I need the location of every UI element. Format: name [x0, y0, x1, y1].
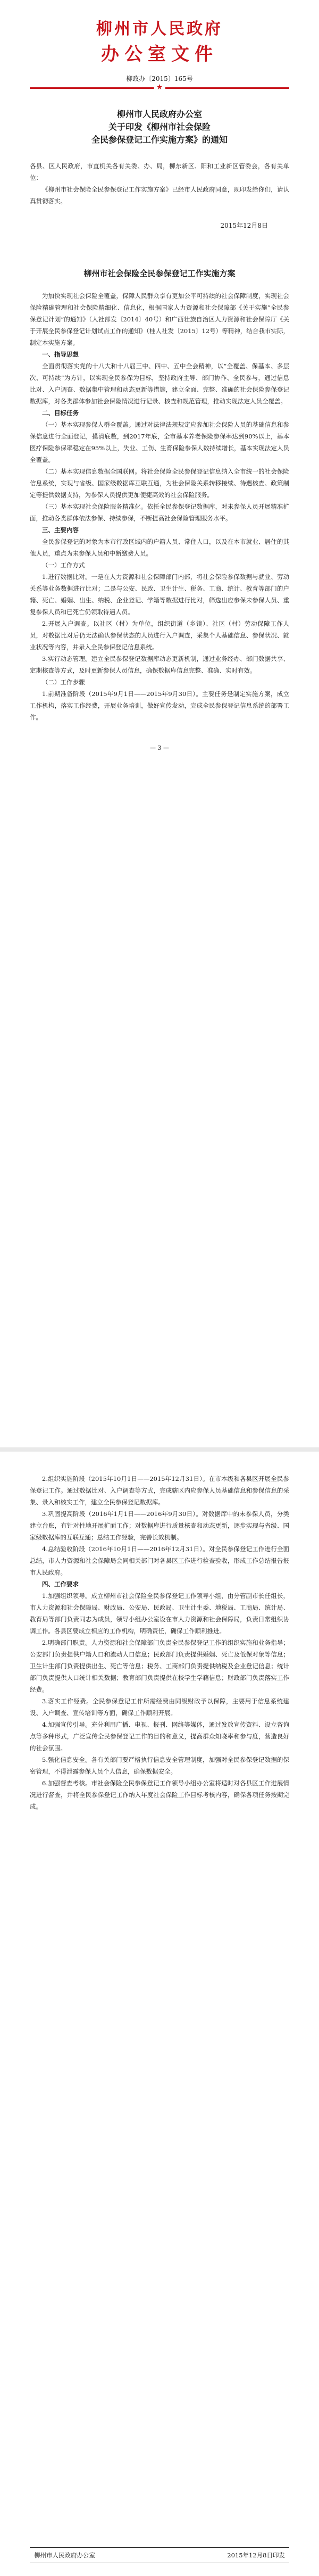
section-item: （三）基本实现社会保险服务精准化。依托全民参保登记数据库，对未参保人员开展精准扩面，推动各类群体依法参保、持续参保，不断提高社会保险管理服务水平。 — [30, 503, 289, 522]
section-item: 4.加强宣传引导。充分利用广播、电视、报刊、网络等媒体，通过发放宣传资料、设立咨询点等多种形式，广泛宣传全民参保登记工作的目的和意义，提高群众知晓率和参与度，营造良好的社会氛围。 — [30, 1721, 289, 1752]
plan-intro: 为加快实现社会保险全覆盖，保障人民群众享有更加公平可持续的社会保障制度，实现社会保险精确管理和社会保险精细化、信息化，根据国家人力资源和社会保障部《关于实施“全民参保登记计划”的通知》（人社部发〔2014〕40号）和广西壮族自治区人力资源和社会保障厅《关于开展全民参保登记计划试点工作的通知》（桂人社发〔2015〕12号）等精神，结合我市实际，制定本实施方案。 — [30, 292, 289, 346]
page-separator — [0, 1447, 319, 1452]
page-number: — 3 — — [150, 744, 169, 751]
notice-title-line: 全民参保登记工作实施方案》的通知 — [91, 135, 228, 145]
issuing-organization: 柳州市人民政府 — [96, 20, 223, 38]
subsection-heading: （二）工作步骤 — [42, 678, 85, 686]
star-icon: ★ — [154, 83, 165, 92]
colophon-row — [30, 2548, 289, 2563]
document-number: 柳政办〔2015〕165号 — [126, 75, 193, 82]
section-item: 5.强化信息安全。各有关部门要严格执行信息安全管理制度，加强对全民参保登记数据的保密管理，不得泄露参保人员个人信息，确保数据安全。 — [30, 1756, 289, 1775]
section-item: 2.开展入户调查。以社区（村）为单位，组织街道（乡镇）、社区（村）劳动保障工作人员，对数据比对后仍无法确认参保状态的人员进行入户调查，采集个人基础信息、参保状况、就业状况等内容，并录入全民参保登记信息系统。 — [30, 620, 289, 651]
section-item: 6.加强督查考核。市社会保险全民参保登记工作领导小组办公室将适时对各县区工作进展情况进行督查，并将全民参保登记工作纳入年度社会保险工作目标考核内容，确保各项任务按期完成。 — [30, 1779, 289, 1810]
red-header-rule — [30, 83, 289, 92]
section-item: 1.前期准备阶段（2015年9月1日——2015年9月30日）。主要任务是制定实施方案，成立工作机构，落实工作经费，开展业务培训，做好宣传发动，完成全民参保登记信息系统的部署工作。 — [30, 690, 289, 721]
subsection-heading: （一）工作方式 — [42, 561, 85, 569]
section-item: 1.加强组织领导。成立柳州市社会保险全民参保登记工作领导小组，由分管副市长任组长，市人力资源和社会保障局、财政局、公安局、民政局、卫生计生委、地税局、工商局、统计局、教育局等部门负责同志为成员，领导小组办公室设在市人力资源和社会保障局，负责日常组织协调工作。各县区要成立相应的工作机构，明确责任，确保工作顺利推进。 — [30, 1592, 289, 1635]
notice-date: 2015年12月8日 — [220, 222, 268, 229]
section-heading: 二、目标任务 — [42, 409, 79, 417]
section-item: 3.落实工作经费。全民参保登记工作所需经费由同级财政予以保障，主要用于信息系统建设、入户调查、宣传培训等方面，确保工作顺利开展。 — [30, 1697, 289, 1717]
section-item: （二）基本实现信息数据全国联网。将社会保险全民参保登记信息纳入全市统一的社会保险信息系统，实现与省级、国家级数据库互联互通，为社会保险关系转移接续、待遇核查、政策制定等提供数据支持，为参保人员提供更加便捷高效的社会保险服务。 — [30, 468, 289, 499]
section-heading: 一、指导思想 — [42, 351, 79, 358]
section-item: 3.巩固提高阶段（2016年1月1日——2016年9月30日）。对数据库中的未参保人员，分类建立台账，有针对性地开展扩面工作；对数据库进行质量核查和动态更新，逐步实现与省级、国家级数据库的互联互通；总结工作经验，完善长效机制。 — [30, 1510, 289, 1541]
section-item: 3.实行动态管理。建立全民参保登记数据库动态更新机制，通过业务经办、部门数据共享、定期核查等方式，及时更新参保人员信息，确保数据库信息完整、准确、实时有效。 — [30, 655, 289, 674]
section-body: 全面贯彻落实党的十八大和十八届三中、四中、五中全会精神，以“全覆盖、保基本、多层次、可持续”为方针，以实现全民参保为目标，坚持政府主导、部门协作、全民参与，通过信息比对、入户调查、数据集中管理和动态更新等措施，建立全面、完整、准确的社会保险参保登记数据库，对各类群体参加社会保险情况进行记录、核查和规范管理，推动实现法定人员全覆盖。 — [30, 362, 289, 405]
notice-title-line: 关于印发《柳州市社会保险 — [108, 122, 211, 132]
notice-addressee: 各县、区人民政府，市直机关各有关委、办、局，柳东新区、阳和工业新区管委会，各有关单位： — [30, 162, 289, 181]
notice-title-line: 柳州市人民政府办公室 — [116, 109, 202, 119]
section-item: （一）基本实现参保人群全覆盖。通过对法律法规规定应参加社会保险人员的基础信息和参保信息进行全面登记，摸清底数，到2017年底，全市基本养老保险参保率达到90%以上，基本医疗保险参保率稳定在95%以上，失业、工伤、生育保险参保人数持续增长，基本实现法定人员全覆盖。 — [30, 421, 289, 463]
colophon — [30, 2547, 289, 2563]
section-heading: 四、工作要求 — [42, 1580, 79, 1588]
document-type-heading: 办公室文件 — [101, 44, 218, 65]
colophon-issuer: 柳州市人民政府办公室 — [34, 2552, 95, 2559]
section-item: 2.组织实施阶段（2015年10月1日——2015年12月31日）。在市本级和各县区开展全民参保登记工作。通过数据比对、入户调查等方式，完成辖区内应参保人员基础信息和参保信息的采集、录入和核实工作，建立全民参保登记数据库。 — [30, 1475, 289, 1506]
notice-title — [30, 108, 289, 146]
section-item: 4.总结验收阶段（2016年10月1日——2016年12月31日）。对全民参保登记工作进行全面总结，市人力资源和社会保障局会同相关部门对各县区工作进行检查验收，形成工作总结报告报市人民政府。 — [30, 1545, 289, 1576]
section-item: 1.进行数据比对。一是在人力资源和社会保障部门内部，将社会保险参保数据与就业、劳动关系等业务数据进行比对；二是与公安、民政、卫生计生、税务、工商、统计、教育等部门的户籍、死亡、婚姻、出生、纳税、企业登记、学籍等数据进行比对，筛选出应参保未参保人员、重复参保人员和已死亡仍领取待遇人员。 — [30, 573, 289, 616]
section-item: 2.明确部门职责。人力资源和社会保障部门负责全民参保登记工作的组织实施和业务指导；公安部门负责提供户籍人口和流动人口信息；民政部门负责提供婚姻、死亡及低保对象等信息；卫生计生部门负责提供出生、死亡等信息；税务、工商部门负责提供纳税及企业登记信息；统计部门负责提供人口统计相关数据；教育部门负责提供在校学生学籍信息；财政部门负责落实工作经费。 — [30, 1639, 289, 1693]
document-page-2 — [0, 1452, 319, 2576]
section-heading: 三、主要内容 — [42, 526, 79, 534]
plan-title: 柳州市社会保险全民参保登记工作实施方案 — [83, 269, 236, 278]
colophon-print-date: 2015年12月8日印发 — [227, 2552, 285, 2559]
section-body: 全民参保登记的对象为本市行政区域内的户籍人员、常住人口，以及在本市就业、居住的其他人员，重点为未参保人员和中断缴费人员。 — [30, 538, 289, 557]
notice-body: 《柳州市社会保险全民参保登记工作实施方案》已经市人民政府同意，现印发给你们，请认真贯彻落实。 — [30, 186, 289, 205]
